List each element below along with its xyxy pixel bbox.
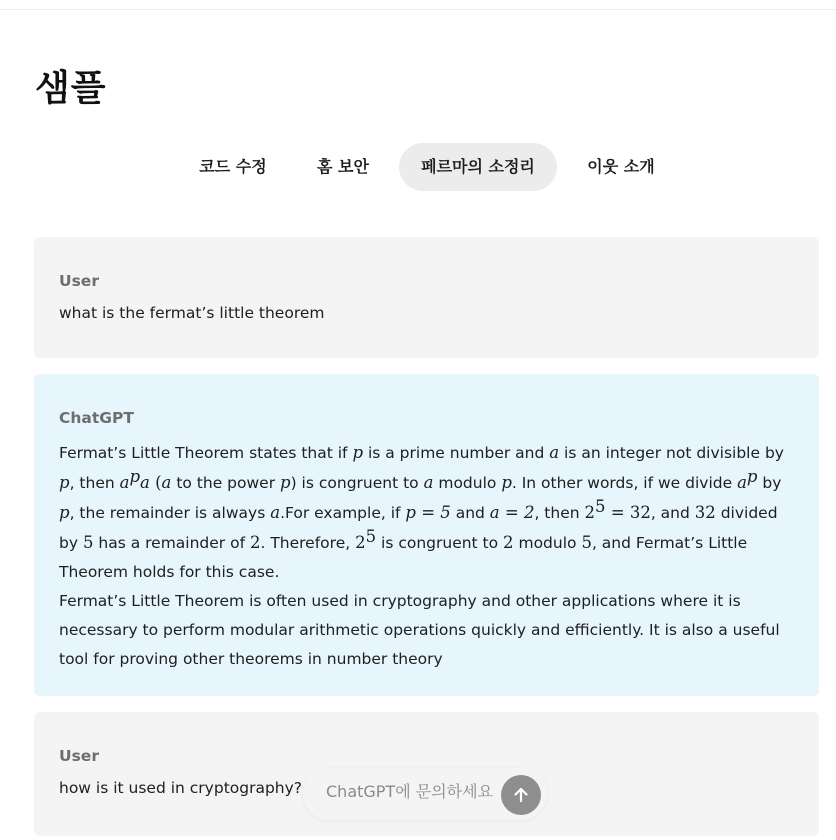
answer-paragraph: Fermat’s Little Theorem is often used in cryptography and other applications where it is necessary to perform modular arithmetic operations quickly and efficiently. It is also a useful tool for proving other theorems in number theory [59, 592, 780, 668]
message-composer [303, 768, 547, 820]
message-role: ChatGPT [59, 409, 134, 427]
tab-home-security[interactable]: 홈 보안 [317, 157, 369, 176]
tab-code-fix[interactable]: 코드 수정 [199, 157, 267, 176]
tab-neighbor-intro[interactable]: 이웃 소개 [587, 157, 655, 176]
top-divider [0, 9, 836, 10]
page-title: 샘플 [35, 68, 107, 109]
answer-paragraph: Fermat’s Little Theorem states that if p is a prime number and a is an integer not divisible by p, then $a^pa$ (a to the power p) is congruent to a modulo p. In other words, if we divide $a^p$ by p, the remainder is always a.For example, if p = 5 and a = 2, then $2^5 = 32$, and 32 divided by 5 has a remainder of 2. Therefore, $2^5$ is congruent to 2 modulo 5, and Fermat’s Little Theorem holds for this case. [59, 443, 784, 581]
tab-fermat[interactable]: 페르마의 소정리 [399, 143, 557, 191]
user-message-card [34, 237, 819, 358]
assistant-message-card [34, 374, 819, 696]
message-text: how is it used in cryptography? [59, 779, 303, 797]
sample-tabs [0, 143, 836, 191]
message-role: User [59, 747, 99, 765]
message-text: what is the fermat’s little theorem [59, 304, 325, 322]
arrow-up-icon [511, 785, 531, 805]
message-text [59, 438, 794, 674]
send-button[interactable] [501, 775, 541, 815]
message-role: User [59, 272, 99, 290]
message-input[interactable] [326, 782, 501, 801]
